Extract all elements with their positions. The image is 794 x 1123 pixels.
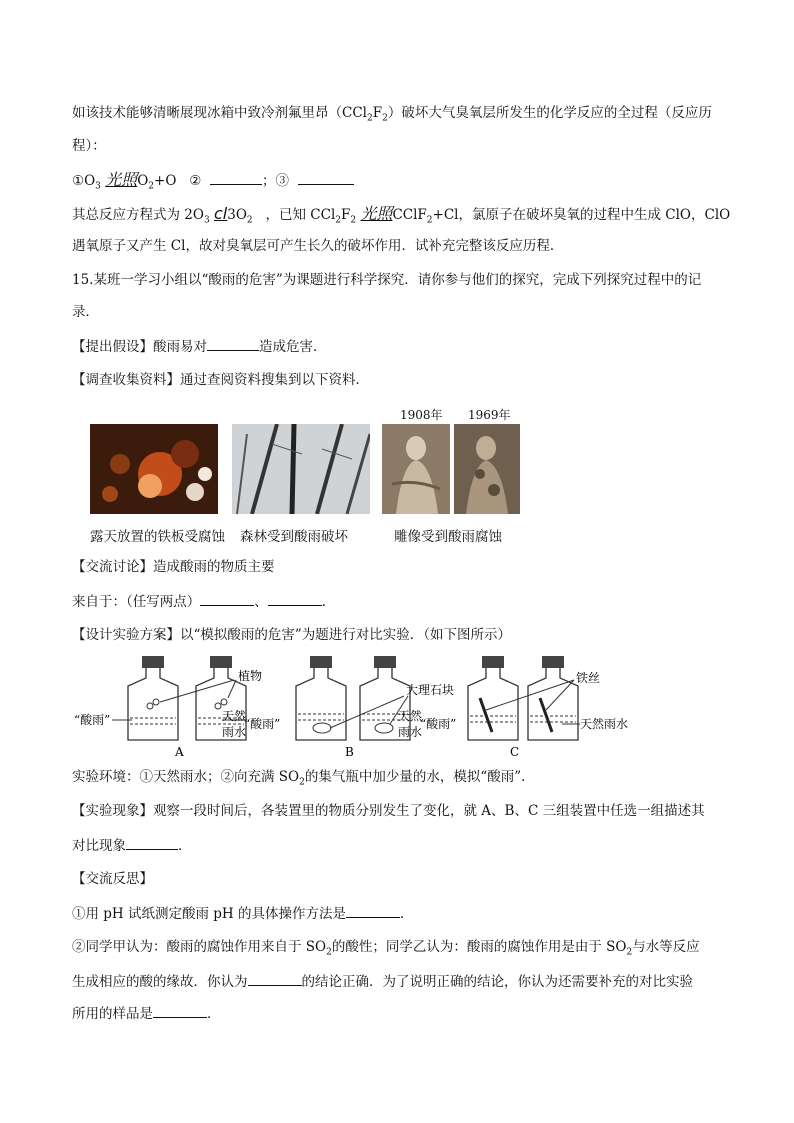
discussion: 【交流讨论】造成酸雨的物质主要 — [72, 559, 275, 575]
bottle-c1 — [468, 656, 518, 740]
label-acid-rain-a: “酸雨” — [74, 713, 111, 727]
bottle-c2 — [528, 656, 578, 740]
source-blank-1[interactable] — [200, 591, 254, 606]
experiment-figure — [72, 652, 632, 760]
reflect-2-line-3: 所用的样品是 ． — [72, 1003, 221, 1024]
forest-photo — [232, 424, 370, 514]
bottle-b1 — [296, 656, 346, 740]
reflect-2-line-1: ②同学甲认为：酸雨的腐蚀作用来自于 $SO_2$的酸性；同学乙认为：酸雨的腐蚀作用是由于 $SO_2$与水等反应 — [72, 939, 700, 958]
caption-iron: 露天放置的铁板受腐蚀 — [90, 529, 225, 545]
ph-blank[interactable] — [346, 903, 400, 918]
conclusion-blank[interactable] — [248, 971, 302, 986]
label-b: B — [345, 745, 354, 759]
label-natural-a2: 雨水 — [222, 725, 247, 739]
label-marble: 大理石块 — [406, 683, 455, 697]
answer-blank-2[interactable] — [210, 170, 262, 185]
label-plant: 植物 — [238, 669, 263, 683]
label-natural-b1: 天然 — [398, 709, 423, 723]
source-blank-2[interactable] — [268, 591, 322, 606]
hypothesis: 【提出假设】酸雨易对 造成危害． — [72, 336, 327, 357]
ph-method: ①用 pH 试纸测定酸雨 pH 的具体操作方法是 ． — [72, 903, 414, 924]
q15-line-1: 15.某班一学习小组以“酸雨的危害”为课题进行科学探究．请你参与他们的探究，完成下列探究过程中的记 — [72, 272, 702, 288]
hypothesis-blank[interactable] — [207, 336, 259, 351]
label-natural-a1: 天然 — [222, 709, 247, 723]
phenomenon-1: 【实验现象】观察一段时间后，各装置里的物质分别发生了变化，就 A、B、C 三组装置中任选一组描述其 — [72, 803, 705, 819]
label-acid-rain-b: “酸雨” — [244, 717, 281, 731]
total-equation: 其总反应方程式为 $2O_3$ $cl3O_2$ ，已知 $CCl_2F_2$ 光照CClF$_2$+Cl，氯原子在破坏臭氧的过程中生成 ClO，ClO — [72, 204, 731, 226]
survey: 【调查收集资料】通过查阅资料搜集到以下资料． — [72, 372, 369, 388]
caption-forest: 森林受到酸雨破坏 — [240, 529, 348, 545]
sources: 来自于：（任写两点） 、 ． — [72, 591, 335, 612]
reflect: 【交流反思】 — [72, 871, 153, 887]
intro-line-1: 如该技术能够清晰展现冰箱中致冷剂氟里昂$(CCl_2F_2)$破坏大气臭氧层所发生的化学反应的全过程（反应历 — [72, 105, 712, 124]
answer-blank-3[interactable] — [298, 170, 354, 185]
design: 【设计实验方案】以“模拟酸雨的危害”为题进行对比实验．（如下图所示） — [72, 627, 512, 643]
q15-line-2: 录． — [72, 304, 99, 320]
sample-blank[interactable] — [153, 1003, 207, 1018]
reflect-2-line-2: 生成相应的酸的缘故．你认为 的结论正确．为了说明正确的结论，你认为还需要补充的对比实验 — [72, 971, 693, 992]
bottle-a1 — [128, 656, 178, 740]
label-natural-b2: 雨水 — [398, 725, 423, 739]
statue-1908-photo — [382, 424, 450, 514]
intro-line-2: 程）： — [72, 138, 106, 154]
label-acid-rain-c: “酸雨” — [420, 717, 457, 731]
total-line-2: 遇氧原子又产生 Cl，故对臭氧层可产生长久的破坏作用．试补充完整该反应历程． — [72, 238, 564, 254]
label-iron: 铁丝 — [576, 671, 601, 685]
year-1969: 1969年 — [468, 408, 511, 422]
label-natural-rain-c: 天然雨水 — [580, 717, 629, 731]
corroded-iron-photo — [90, 424, 218, 514]
statue-1969-photo — [454, 424, 520, 514]
phenomenon-blank[interactable] — [126, 835, 178, 850]
year-1908: 1908年 — [400, 408, 443, 422]
reaction-steps: $①O_3$ 光照$O_2+O$ ② ；③ — [72, 170, 354, 197]
environment: 实验环境：①天然雨水；②向充满 $SO_2$的集气瓶中加少量的水，模拟“酸雨”． — [72, 769, 535, 788]
label-a: A — [175, 745, 184, 759]
phenomenon-2: 对比现象 ． — [72, 835, 192, 856]
caption-statue: 雕像受到酸雨腐蚀 — [394, 529, 502, 545]
label-c: C — [510, 745, 520, 759]
